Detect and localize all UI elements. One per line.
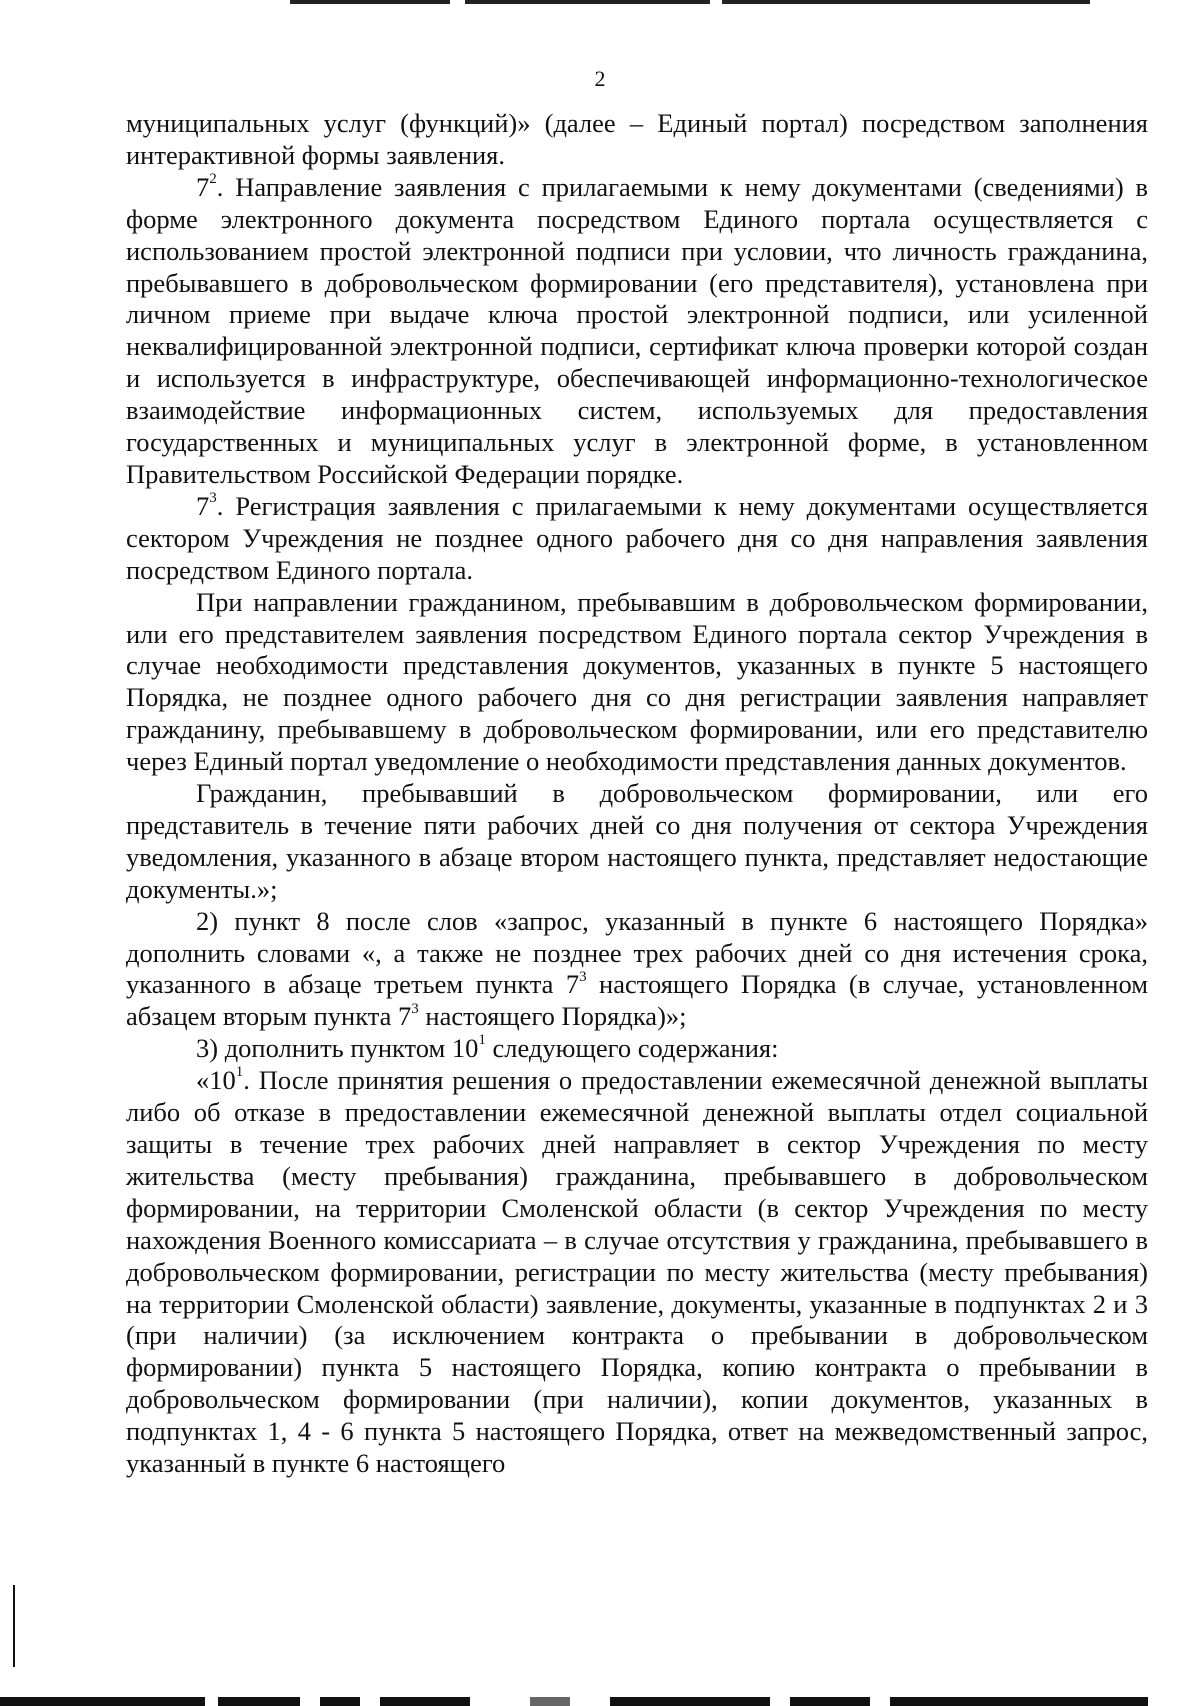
text-run: Гражданин, пребывавший в добровольческом формировании, или его представитель в течение пяти рабочих дней со дня получения от сектора Учреждения уведомления, указанного в абзаце втором настоящего пункта, представляет недостающие документы.»; [126,778,1148,904]
text-run: . После принятия решения о предоставлении ежемесячной денежной выплаты либо об отказе в предоставлении ежемесячной денежной выплаты отдел социальной защиты в течение трех рабочих дней направляет в сектор Учреждения по месту жительства (месту пребывания) гражданина, пребывавшего в добровольческом формировании, на территории Смоленской области (в сектор Учреждения по месту нахождения Военного комиссариата – в случае отсутствия у гражданина, пребывавшего в добровольческом формировании, регистрации по месту жительства (месту пребывания) на территории Смоленской области) заявление, документы, указанные в подпунктах 2 и 3 (при наличии) (за исключением контракта о пребывании в добровольческом формировании) пункта 5 настоящего Порядка, копию контракта о пребывании в добровольческом формировании (при наличии), копии документов, указанных в подпунктах 1, 4 - 6 пункта 5 настоящего Порядка, ответ на межведомственный запрос, указанный в пункте 6 настоящего [126,1065,1148,1479]
superscript: 1 [235,1064,244,1081]
text-run: настоящего Порядка (в случае, установленном абзацем вторым пункта 7 [126,969,1148,1032]
text-run: 7 [196,490,210,521]
superscript: 2 [209,170,217,187]
paragraph-p-pri [126,587,1148,778]
text-run: . Направление заявления с прилагаемыми к нему документами (сведениями) в форме электронного документа посредством Единого портала осуществляется с использованием простой электронной подписи при условии, что личность гражданина, пребывавшего в добровольческом формировании (его представителя), установлена при личном приеме при выдаче ключа простой электронной подписи, или усиленной неквалифицированной электронной подписи, сертификат ключа проверки которой создан и используется в инфраструктуре, обеспечивающей информационно-технологическое взаимодействие информационных систем, используемых для предоставления государственных и муниципальных услуг в электронной форме, в установленном Правительством Российской Федерации порядке. [126,171,1148,489]
paragraph-p-2 [126,906,1148,1034]
scan-artifact-left [13,1585,15,1667]
superscript: 3 [411,1000,419,1017]
paragraph-p-10-1 [126,1065,1148,1480]
scan-artifact-top [290,0,1090,4]
scan-artifact-bottom [0,1697,1148,1706]
text-run: «10 [196,1065,236,1096]
text-run: 2) пункт 8 после слов «запрос, указанный в пункте 6 настоящего Порядка» дополнить словами «, а также не позднее трех рабочих дней со дня истечения срока, указанного в абзаце третьем пункта 7 [126,905,1148,1000]
page-number: 2 [594,66,606,91]
text-run: муниципальных услуг (функций)» (далее – Единый портал) посредством заполнения интерактивной формы заявления. [126,108,1148,170]
paragraph-p-grazhd [126,778,1148,906]
superscript: 3 [209,490,217,507]
paragraph-p-3 [126,1033,1148,1065]
text-run: следующего содержания: [485,1033,779,1064]
superscript: 3 [579,968,587,985]
text-run: . Регистрация заявления с прилагаемыми к нему документами осуществляется сектором Учреждения не позднее одного рабочего дня со дня направления заявления посредством Единого портала. [126,490,1148,585]
text-run: При направлении гражданином, пребывавшим в добровольческом формировании, или его представителем заявления посредством Единого портала сектор Учреждения в случае необходимости представления документов, указанных в пункте 5 настоящего Порядка, не позднее одного рабочего дня со дня регистрации заявления направляет гражданину, пребывавшему в добровольческом формировании, или его представителю через Единый портал уведомление о необходимости представления данных документов. [126,586,1148,777]
document-body [126,108,1148,1480]
text-run: настоящего Порядка)»; [418,1001,687,1032]
text-run: 3) дополнить пунктом 10 [196,1033,479,1064]
paragraph-p-7-3 [126,491,1148,587]
superscript: 1 [478,1032,486,1049]
paragraph-p-7-2 [126,172,1148,491]
text-run: 7 [196,171,210,202]
paragraph-p-cont [126,108,1148,172]
